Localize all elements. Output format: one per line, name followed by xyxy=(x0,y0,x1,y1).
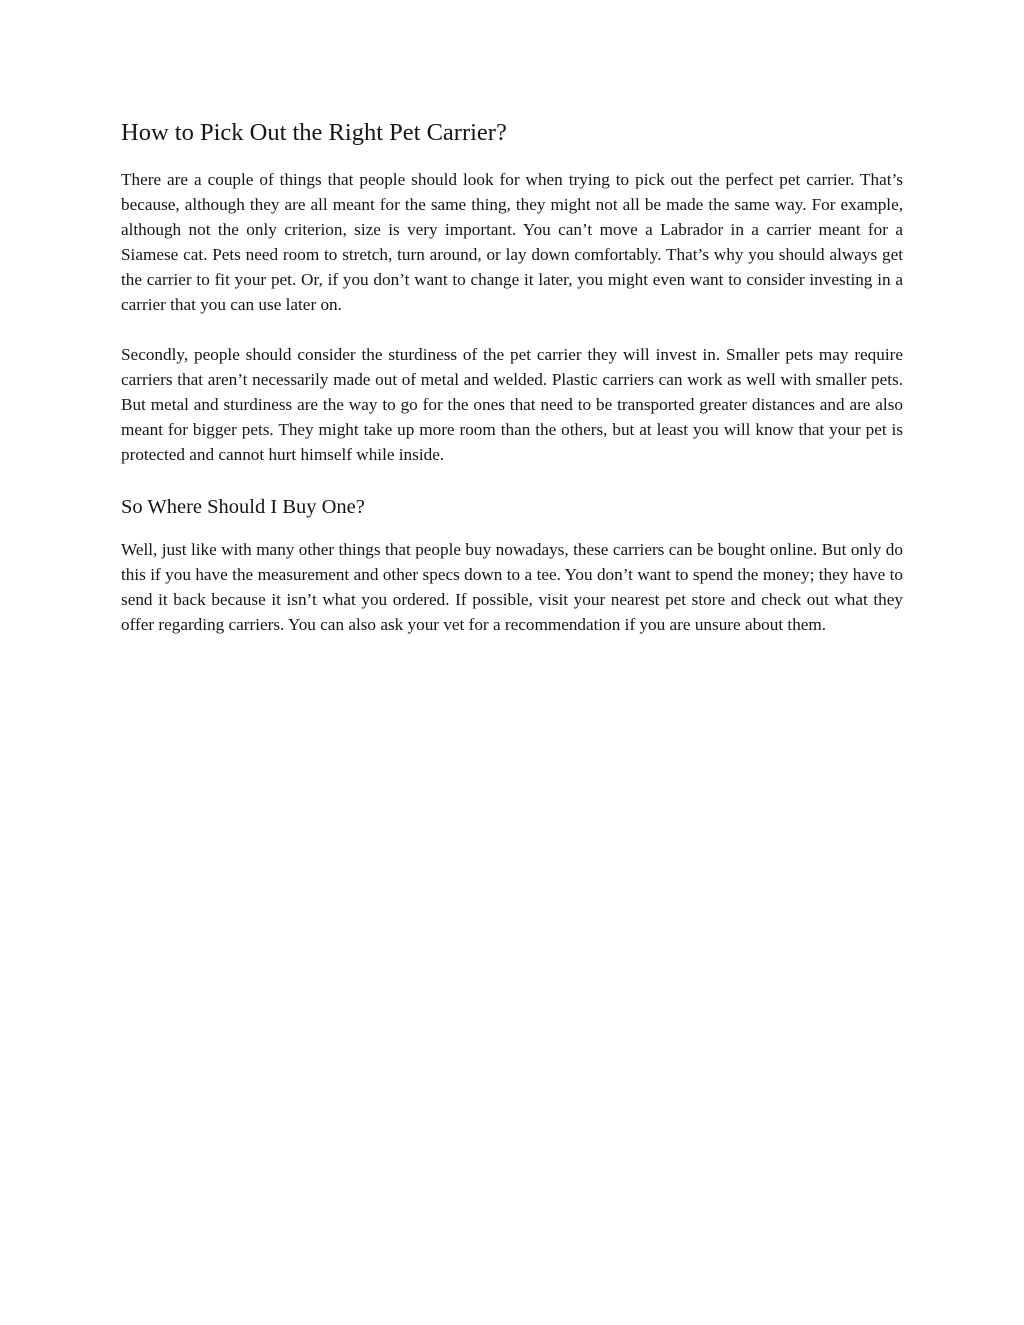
section-heading-where-to-buy: So Where Should I Buy One? xyxy=(121,496,365,519)
document-title: How to Pick Out the Right Pet Carrier? xyxy=(121,119,507,146)
paragraph-size: There are a couple of things that people should look for when trying to pick out the perfect pet carrier. That’s because, although they are all meant for the same thing, they might not all be made the same way. For example, although not the only criterion, size is very important. You can’t move a Labrador in a carrier meant for a Siamese cat. Pets need room to stretch, turn around, or lay down comfortably. That’s why you should always get the carrier to fit your pet. Or, if you don’t want to change it later, you might even want to consider investing in a carrier that you can use later on. xyxy=(121,170,903,315)
paragraph-where-to-buy: Well, just like with many other things that people buy nowadays, these carriers can be bought online. But only do this if you have the measurement and other specs down to a tee. You don’t want to spend the money; they have to send it back because it isn’t what you ordered. If possible, visit your nearest pet store and check out what they offer regarding carriers. You can also ask your vet for a recommendation if you are unsure about them. xyxy=(121,539,903,634)
document-page xyxy=(121,118,903,662)
paragraph-sturdiness: Secondly, people should consider the sturdiness of the pet carrier they will invest in. Smaller pets may require carriers that aren’t necessarily made out of metal and welded. Plastic carriers can work as well with smaller pets. But metal and sturdiness are the way to go for the ones that need to be transported greater distances and are also meant for bigger pets. They might take up more room than the others, but at least you will know that your pet is protected and cannot hurt himself while inside. xyxy=(121,345,903,465)
